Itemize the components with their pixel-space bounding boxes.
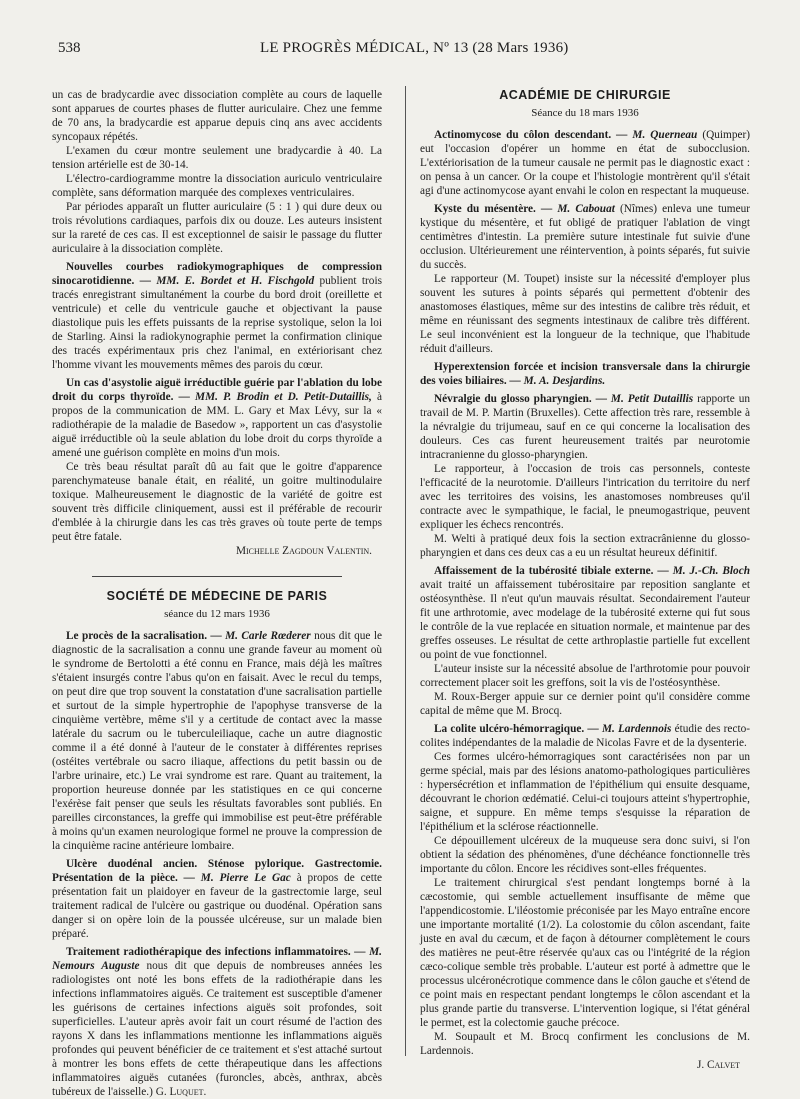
article [52,260,382,372]
section-heading: SOCIÉTÉ DE MÉDECINE DE PARIS [106,589,328,603]
paragraph: Ces formes ulcéro-hémorragiques sont caractérisées non par un germe spécial, mais par des lésions anatomo-pathologiques particulières : hypersécrétion et inflammation de l'épithélium qui ensuite desquame, découvrant le chorion œdématié. Celui-ci toujours atteint s'hypertrophie, saigne, et suppure. En même temps s'esquisse la réparation de l'épithélium et la sclérose réactionnelle. [420,751,750,833]
paragraph: L'électro-cardiogramme montre la dissociation auriculo ventriculaire complète, sans déformation marquée des complexes ventriculaires. [52,173,382,199]
paragraph: M. Roux-Berger appuie sur ce dernier point qu'il considère comme capital de même que M. Brocq. [420,691,750,717]
article-title: Névralgie du glosso pharyngien. [434,393,592,405]
article [420,392,750,462]
paragraph: Ce dépouillement ulcéreux de la muqueuse sera donc suivi, si l'on obtient la sédation des phénomènes, d'une déchéance fonctionnelle très importante du côlon. Encore les récidives sont-elles fréquentes. [420,835,750,875]
article-title: Traitement radiothérapique des infections inflammatoires. [66,946,351,958]
article-authors: — M. Cabouat [540,203,615,215]
article [52,629,382,853]
paragraph: L'examen du cœur montre seulement une bradycardie à 40. La tension artérielle est de 30-14. [52,145,382,171]
paragraph: un cas de bradycardie avec dissociation complète au cours de laquelle sont apparues de courtes phases de flutter auriculaire. Chez une femme de 70 ans, la bradycardie est apparue depuis cinq ans avec accidents syncopaux répétés. [52,89,382,143]
article [420,202,750,272]
page-header [0,40,800,64]
article-text: à propos de cette présentation fait un plaidoyer en faveur de la gastrectomie large, seul traitement radical de l'ulcère ou gastrique ou duodénal. Opération sans danger si on opère loin de la poussée ulcéreuse, sur un malade bien préparé. [52,872,382,940]
article [420,128,750,198]
paragraph: M. Soupault et M. Brocq confirment les conclusions de M. Lardennois. [420,1031,750,1057]
article-text: rapporte un travail de M. P. Martin (Bruxelles). Cette affection très rare, ressemble à la névralgie du trijumeau, sauf en ce qui concerne la localisation des douleurs. Ces cas furent heureusement traités par neurotomie intracranienne du glosso-pharyngien. [420,393,750,461]
article-text: (Quimper) eut l'occasion d'opérer un homme en état de subocclusion. L'extériorisation de la tumeur causale ne permit pas le diagnostic exact : on pensa à un cancer. Or la coupe et l'histologie montrèrent qu'il s'était agi d'une actinomycose ayant envahi le colon en respectant la muqueuse. [420,129,751,197]
paragraph: Le traitement chirurgical s'est pendant longtemps borné à la cæcostomie, qui semble actuellement insuffisante de même que l'appendicostomie. L'iléostomie préconisée par les Mayo entraîne encore une importante mortalité (1/2). La colostomie du côlon ascendant, faite juste en aval du cæcum, et de façon à détourner complètement le cours des matières ne peut-être réservée qu'aux cas ou l'intégrité de la région cæco-colique semble très probable. L'auteur est porté à admettre que le processus ulcéronécrotique commence dans le côlon gauche et s'étend de ce point mais en respectant pendant longtemps le côlon ascendant et la plus grande partie du transverse. L'intervention logique, si l'état général le permet, est la colectomie gauche précoce. [420,877,750,1029]
signature: Michelle Zagdoun Valentin. [235,545,372,557]
signature: J. Calvet [696,1059,740,1071]
section-heading: ACADÉMIE DE CHIRURGIE [499,88,671,102]
paragraph: L'auteur insiste sur la nécessité absolue de l'arthrotomie pour pouvoir correctement placer soit les greffons, soit la vis de l'ostéosynthèse. [420,663,750,689]
paragraph: M. Welti à pratiqué deux fois la section extracrânienne du glosso-pharyngien et dans ces deux cas a eu un résultat heureux définitif. [420,533,750,559]
article-title: Un cas d'asystolie aiguë irréductible guérie par l'ablation du lobe droit du corps thyroïde. [52,377,382,403]
article-text: étudie des recto-colites indépendantes de la maladie de Nicolas Favre et de la dysenterie. [420,723,751,749]
paragraph: Le rapporteur (M. Toupet) insiste sur la nécessité d'employer plus souvent les sutures à points séparés qui permettent d'obtenir des anastomoses élastiques, même sur des intestins de calibre très réduit, et même en réunissant des segments intestinaux de calibre très différent. Le seul inconvénient est la longueur de la technique, que l'habitude réduit d'ailleurs. [420,273,750,355]
session-date: Séance du 18 mars 1936 [531,107,639,119]
article-title: Le procès de la sacralisation. [66,630,208,642]
article-authors: — M. A. Desjardins. [509,375,606,387]
article-title: Kyste du mésentère. [434,203,536,215]
article-authors: — MM. E. Bordet et H. Fischgold [139,275,315,287]
paragraph: Ce très beau résultat paraît dû au fait que le goitre d'apparence parenchymateuse banale était, en réalité, un goitre multinodulaire toxique. Malheureusement le diagnostic de la variété de goitre est souvent très difficile cliniquement, aussi est il préférable de recourir d'emblée à la chirurgie dans les cas très graves où toute perte de temps peut être fatale. [52,461,382,543]
article-text: nous dit que le diagnostic de la sacralisation a connu une grande faveur au moment où le syndrome de Bertolotti a été connu en France, mais déjà les maîtres s'étaient insurgés contre l'abus qu'on en faisait. Avec le recul du temps, on peut dire que trop souvent la constatation d'une sacralisation partielle et surtout de la simple hypertrophie de l'apophyse transverse de la cinquième vertèbre, même s'il y a certitude de contact avec la masse latérale du sacrum ou le tuberculeiliaque, cache un autre diagnostic comme il a été donné à l'auteur de le constater à différentes reprises (ostéites vertébrale ou sacro iliaque, affections du petit bassin ou de l'arbre urinaire, etc.) Le vrai syndrome est rare. Quant au traitement, la proportion heureuse donnée par les statistiques en ce qui concerne l'exérèse fait penser que seuls les résultats favorables sont publiés. En pareilles circonstances, la greffe qui immobilise est peut-être préférable à moins qu'un examen neurologique formel ne prouve la compression de la cinquième racine antérieure lombaire. [52,630,382,852]
paragraph: Le rapporteur, à l'occasion de trois cas personnels, conteste l'efficacité de la neurotomie. D'ailleurs l'intrication du territoire du nerf avec les territoires des voisins, les anastomoses nombreuses qu'il contracte avec le sympathique, le facial, le pneumogastrique, peuvent expliquer les échecs rencontrés. [420,463,750,531]
article-authors: — M. Lardennois [587,723,672,735]
article-authors: — M. Carle Rœderer [210,630,311,642]
column-divider [405,86,406,1056]
left-column [52,88,382,1099]
article-title: Actinomycose du côlon descendant. [434,129,612,141]
article-title: Ulcère duodénal ancien. Sténose pylorique. Gastrectomie. Présentation de la pièce. [52,858,382,884]
article-authors: — M. Nemours Auguste [52,946,382,972]
article-text: publient trois tracés enregistrant simultanément la courbe du bord droit (oreillette et ventricule) et celle du ventricule gauche et objectivant la pause diastolique puis les effets puissants de la reprise systolique, selon la loi de Starling. Ainsi la radiokynographie permet la confirmation clinique des tracés expérimentaux pris chez l'animal, en extériorisant chez l'homme vivant les mouvements mêmes des parois du cœur. [52,275,382,371]
page-number: 538 [58,40,81,56]
article-title: Hyperextension forcée et incision transversale dans la chirurgie des voies biliaires. [420,361,750,387]
article-text: à propos de la communication de MM. L. Gary et Max Lévy, sur la « radiothérapie de la maladie de Basedow », rapportent un cas d'asystolie aiguë irréductible où la seule ablation du lobe droit du corps thyroïde a amené une guérison complète en moins d'un mois. [52,391,382,459]
paragraph: Par périodes apparaît un flutter auriculaire (5 : 1 ) qui dure deux ou trois révolutions cardiaques, parfois dix ou douze. Les auteurs insistent sur la rareté de ces cas. Il est exceptionnel de saisir le passage du flutter auriculaire à la dissociation complète. [52,201,382,255]
article-text: (Nîmes) enleva une tumeur kystique du mésentère, et fut obligé de pratiquer l'ablation de vingt centimètres d'intestin. La première suture intestinale fut suivie d'une occlusion. Ultérieurement une réintervention, à points séparés, fut suivie du succès. [420,203,751,271]
article-text: avait traité un affaissement tubérositaire par reposition sanglante et ostéosynthèse. Il n'eut qu'un mauvais résultat. Secondairement l'auteur fit une arthrotomie, avec modelage de la tubérosité externe qui fut sous le contrôle de la vue replacée en situation normale, et maintenue par des greffes osseuses. Le résultat de cette arthroplastie partielle fut excellent ou point de vue fonctionnel. [420,579,750,661]
article [420,564,750,662]
article-authors: — MM. P. Brodin et D. Petit-Dutaillis, [178,391,372,403]
article-title: Nouvelles courbes radiokymographiques de compression sinocarotidienne. [52,261,382,287]
article-authors: — M. Petit Dutaillis [595,393,694,405]
article-text: nous dit que depuis de nombreuses années les radiologistes ont noté les bons effets de la radiothérapie dans les infections inflammatoires aiguës. Ce traitement est susceptible d'amener les guérisons de certaines infections aiguës soit profondes, soit superficielles. L'auteur après avoir fait un court résumé de l'action des rayons X dans les inflammations mentionne les inflammations aiguës profondes qui peuvent bénéficier de ce traitement et s'est attaché surtout à montrer les bons effets de cette thérapeutique dans les affections inflammatoires aiguës cutanées (furoncles, abcès, anthrax, abcès tubéreux de l'aisselle.) [52,960,382,1098]
article [420,360,750,388]
session-date: séance du 12 mars 1936 [164,608,270,620]
right-column [420,88,750,1072]
article [52,376,382,460]
article-authors: — M. J.-Ch. Bloch [657,565,750,577]
article-authors: — M. Pierre Le Gac [183,872,291,884]
article [420,722,750,750]
section-rule [92,576,342,577]
article-title: La colite ulcéro-hémorragique. [434,723,585,735]
signature: G. Luquet. [155,1086,207,1098]
article [52,945,382,1099]
article [52,857,382,941]
running-title: LE PROGRÈS MÉDICAL, Nº 13 (28 Mars 1936) [260,40,569,56]
article-authors: — M. Querneau [616,129,698,141]
article-title: Affaissement de la tubérosité tibiale externe. [434,565,654,577]
